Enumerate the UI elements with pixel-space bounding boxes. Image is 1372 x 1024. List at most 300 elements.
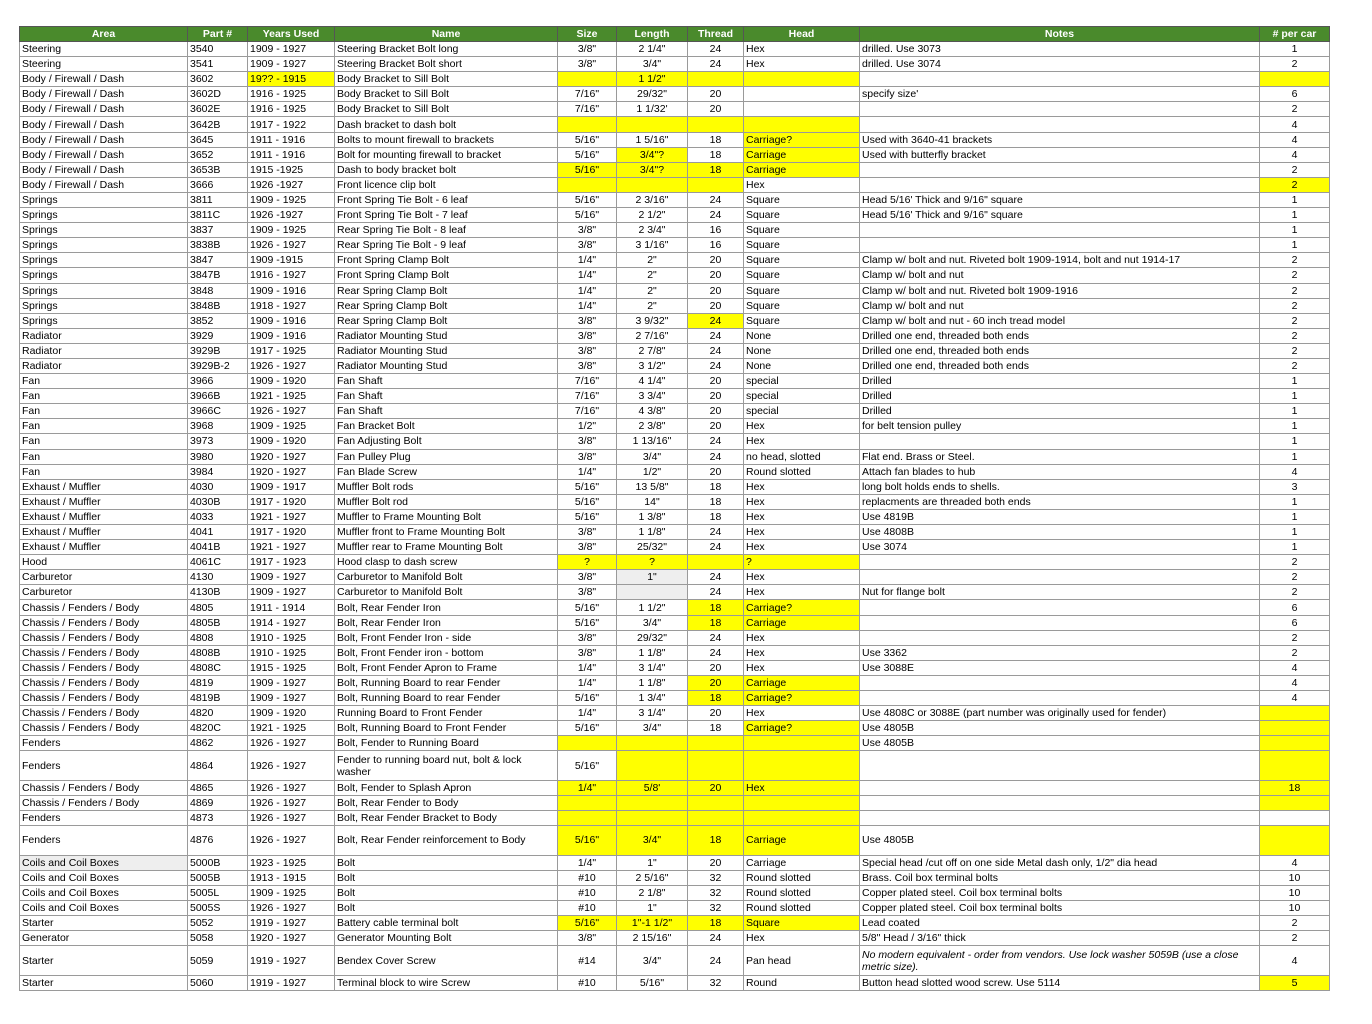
cell-notes[interactable]: Use 4808B — [860, 525, 1260, 540]
cell-per-car[interactable] — [1260, 826, 1330, 856]
cell-head[interactable]: Hex — [744, 540, 860, 555]
cell-name[interactable]: Radiator Mounting Stud — [335, 358, 558, 373]
cell-years-used[interactable]: 1909 - 1927 — [248, 675, 335, 690]
cell-area[interactable]: Fenders — [20, 811, 188, 826]
cell-length[interactable]: 25/32" — [617, 540, 688, 555]
cell-notes[interactable]: Brass. Coil box terminal bolts — [860, 870, 1260, 885]
cell-name[interactable]: Bolt — [335, 870, 558, 885]
cell-part-number[interactable]: 5052 — [188, 916, 248, 931]
cell-per-car[interactable]: 18 — [1260, 780, 1330, 795]
cell-per-car[interactable]: 4 — [1260, 464, 1330, 479]
cell-thread[interactable] — [688, 72, 744, 87]
cell-per-car[interactable]: 1 — [1260, 525, 1330, 540]
cell-notes[interactable] — [860, 555, 1260, 570]
cell-years-used[interactable]: 1926 - 1927 — [248, 358, 335, 373]
col-header-years-used[interactable]: Years Used — [248, 27, 335, 42]
cell-per-car[interactable]: 2 — [1260, 162, 1330, 177]
cell-size[interactable]: 7/16" — [558, 404, 617, 419]
cell-years-used[interactable]: 1909 - 1916 — [248, 313, 335, 328]
cell-notes[interactable]: long bolt holds ends to shells. — [860, 479, 1260, 494]
cell-part-number[interactable]: 4819B — [188, 691, 248, 706]
cell-notes[interactable]: Drilled one end, threaded both ends — [860, 328, 1260, 343]
cell-area[interactable]: Chassis / Fenders / Body — [20, 675, 188, 690]
cell-area[interactable]: Chassis / Fenders / Body — [20, 630, 188, 645]
cell-notes[interactable]: Head 5/16' Thick and 9/16" square — [860, 192, 1260, 207]
cell-years-used[interactable]: 1926 - 1927 — [248, 238, 335, 253]
cell-part-number[interactable]: 5058 — [188, 931, 248, 946]
cell-years-used[interactable]: 1926 - 1927 — [248, 811, 335, 826]
cell-length[interactable]: 2 3/16" — [617, 192, 688, 207]
cell-name[interactable]: Body Bracket to Sill Bolt — [335, 102, 558, 117]
cell-length[interactable]: 2 7/16" — [617, 328, 688, 343]
cell-part-number[interactable]: 3602E — [188, 102, 248, 117]
cell-thread[interactable]: 18 — [688, 826, 744, 856]
cell-years-used[interactable]: 1926 - 1927 — [248, 900, 335, 915]
cell-years-used[interactable]: 1921 - 1925 — [248, 721, 335, 736]
cell-thread[interactable]: 24 — [688, 434, 744, 449]
cell-length[interactable]: 5/8' — [617, 780, 688, 795]
cell-size[interactable]: 5/16" — [558, 826, 617, 856]
cell-name[interactable]: Front Spring Tie Bolt - 6 leaf — [335, 192, 558, 207]
cell-head[interactable]: Hex — [744, 434, 860, 449]
cell-head[interactable]: Hex — [744, 645, 860, 660]
cell-size[interactable] — [558, 72, 617, 87]
cell-part-number[interactable]: 3968 — [188, 419, 248, 434]
cell-length[interactable]: 2 7/8" — [617, 343, 688, 358]
cell-length[interactable]: 29/32" — [617, 87, 688, 102]
cell-area[interactable]: Fenders — [20, 826, 188, 856]
cell-notes[interactable]: specify size' — [860, 87, 1260, 102]
cell-head[interactable]: None — [744, 328, 860, 343]
cell-name[interactable]: Rear Spring Clamp Bolt — [335, 313, 558, 328]
cell-part-number[interactable]: 4869 — [188, 796, 248, 811]
cell-notes[interactable]: Special head /cut off on one side Metal dash only, 1/2" dia head — [860, 855, 1260, 870]
cell-head[interactable] — [744, 117, 860, 132]
cell-years-used[interactable]: 1909 - 1916 — [248, 283, 335, 298]
cell-head[interactable]: Carriage — [744, 147, 860, 162]
cell-per-car[interactable]: 3 — [1260, 479, 1330, 494]
cell-per-car[interactable]: 10 — [1260, 900, 1330, 915]
cell-area[interactable]: Generator — [20, 931, 188, 946]
cell-size[interactable]: #10 — [558, 885, 617, 900]
cell-size[interactable]: 1/4" — [558, 268, 617, 283]
cell-part-number[interactable]: 3973 — [188, 434, 248, 449]
cell-notes[interactable] — [860, 615, 1260, 630]
col-header-length[interactable]: Length — [617, 27, 688, 42]
cell-thread[interactable] — [688, 811, 744, 826]
cell-per-car[interactable]: 4 — [1260, 660, 1330, 675]
cell-notes[interactable]: Use 4805B — [860, 826, 1260, 856]
cell-size[interactable]: #14 — [558, 946, 617, 976]
cell-name[interactable]: Front licence clip bolt — [335, 177, 558, 192]
cell-size[interactable]: 5/16" — [558, 494, 617, 509]
cell-name[interactable]: Fan Shaft — [335, 404, 558, 419]
cell-length[interactable]: 4 3/8" — [617, 404, 688, 419]
cell-length[interactable]: 1 1/8" — [617, 525, 688, 540]
cell-thread[interactable]: 20 — [688, 706, 744, 721]
cell-thread[interactable]: 18 — [688, 691, 744, 706]
cell-part-number[interactable]: 4041 — [188, 525, 248, 540]
cell-size[interactable]: 3/8" — [558, 358, 617, 373]
cell-thread[interactable]: 24 — [688, 57, 744, 72]
cell-area[interactable]: Steering — [20, 57, 188, 72]
cell-length[interactable]: 2 5/16" — [617, 870, 688, 885]
cell-head[interactable]: Pan head — [744, 946, 860, 976]
cell-head[interactable]: Carriage — [744, 855, 860, 870]
cell-length[interactable]: 2" — [617, 298, 688, 313]
cell-size[interactable]: 3/8" — [558, 313, 617, 328]
cell-part-number[interactable]: 3653B — [188, 162, 248, 177]
cell-years-used[interactable]: 1926 -1927 — [248, 208, 335, 223]
cell-per-car[interactable]: 2 — [1260, 555, 1330, 570]
cell-name[interactable]: Body Bracket to Sill Bolt — [335, 72, 558, 87]
cell-years-used[interactable]: 1919 - 1927 — [248, 975, 335, 990]
cell-name[interactable]: Muffler to Frame Mounting Bolt — [335, 509, 558, 524]
cell-area[interactable]: Springs — [20, 283, 188, 298]
cell-name[interactable]: Bolt, Front Fender iron - bottom — [335, 645, 558, 660]
cell-thread[interactable]: 18 — [688, 600, 744, 615]
cell-head[interactable]: Hex — [744, 780, 860, 795]
cell-years-used[interactable]: 1917 - 1920 — [248, 494, 335, 509]
cell-name[interactable]: Bolt, Rear Fender to Body — [335, 796, 558, 811]
cell-area[interactable]: Exhaust / Muffler — [20, 479, 188, 494]
cell-thread[interactable]: 24 — [688, 570, 744, 585]
cell-years-used[interactable]: 1909 - 1927 — [248, 57, 335, 72]
cell-thread[interactable]: 24 — [688, 931, 744, 946]
cell-length[interactable]: 3/4" — [617, 615, 688, 630]
cell-length[interactable]: ? — [617, 555, 688, 570]
cell-length[interactable]: 5/16" — [617, 975, 688, 990]
cell-area[interactable]: Exhaust / Muffler — [20, 525, 188, 540]
cell-years-used[interactable]: 1911 - 1916 — [248, 132, 335, 147]
cell-per-car[interactable]: 1 — [1260, 192, 1330, 207]
cell-notes[interactable]: Flat end. Brass or Steel. — [860, 449, 1260, 464]
cell-length[interactable] — [617, 736, 688, 751]
cell-name[interactable]: Rear Spring Tie Bolt - 9 leaf — [335, 238, 558, 253]
cell-part-number[interactable]: 4808C — [188, 660, 248, 675]
cell-name[interactable]: Front Spring Clamp Bolt — [335, 268, 558, 283]
cell-per-car[interactable]: 1 — [1260, 509, 1330, 524]
cell-part-number[interactable]: 3847B — [188, 268, 248, 283]
cell-name[interactable]: Generator Mounting Bolt — [335, 931, 558, 946]
cell-per-car[interactable]: 2 — [1260, 630, 1330, 645]
cell-part-number[interactable]: 3929B — [188, 343, 248, 358]
cell-length[interactable]: 2 1/2" — [617, 208, 688, 223]
cell-area[interactable]: Body / Firewall / Dash — [20, 87, 188, 102]
cell-length[interactable]: 1 1/8" — [617, 645, 688, 660]
cell-years-used[interactable]: 1909 - 1920 — [248, 374, 335, 389]
cell-years-used[interactable]: 1916 - 1925 — [248, 87, 335, 102]
cell-head[interactable]: Square — [744, 298, 860, 313]
cell-notes[interactable] — [860, 177, 1260, 192]
cell-part-number[interactable]: 3645 — [188, 132, 248, 147]
cell-name[interactable]: Bolt, Running Board to rear Fender — [335, 675, 558, 690]
cell-length[interactable]: 1 1/8" — [617, 675, 688, 690]
cell-per-car[interactable]: 2 — [1260, 57, 1330, 72]
cell-part-number[interactable]: 4808 — [188, 630, 248, 645]
cell-years-used[interactable]: 1909 - 1920 — [248, 706, 335, 721]
cell-name[interactable]: Rear Spring Clamp Bolt — [335, 283, 558, 298]
cell-length[interactable]: 2" — [617, 268, 688, 283]
cell-per-car[interactable]: 10 — [1260, 885, 1330, 900]
cell-length[interactable]: 1"-1 1/2" — [617, 916, 688, 931]
cell-head[interactable]: Square — [744, 916, 860, 931]
cell-part-number[interactable]: 4033 — [188, 509, 248, 524]
cell-area[interactable]: Springs — [20, 223, 188, 238]
cell-length[interactable]: 3/4" — [617, 721, 688, 736]
cell-area[interactable]: Coils and Coil Boxes — [20, 870, 188, 885]
cell-name[interactable]: Bolts to mount firewall to brackets — [335, 132, 558, 147]
cell-area[interactable]: Body / Firewall / Dash — [20, 177, 188, 192]
cell-notes[interactable] — [860, 600, 1260, 615]
cell-name[interactable]: Fan Pulley Plug — [335, 449, 558, 464]
cell-length[interactable]: 1 13/16" — [617, 434, 688, 449]
cell-length[interactable]: 1/2" — [617, 464, 688, 479]
cell-thread[interactable]: 18 — [688, 509, 744, 524]
cell-thread[interactable]: 32 — [688, 975, 744, 990]
cell-head[interactable]: Hex — [744, 419, 860, 434]
cell-thread[interactable]: 24 — [688, 449, 744, 464]
cell-per-car[interactable] — [1260, 706, 1330, 721]
cell-size[interactable]: 1/4" — [558, 780, 617, 795]
cell-years-used[interactable]: 1909 - 1925 — [248, 192, 335, 207]
cell-size[interactable]: 5/16" — [558, 192, 617, 207]
cell-head[interactable] — [744, 796, 860, 811]
cell-length[interactable] — [617, 796, 688, 811]
cell-part-number[interactable]: 4873 — [188, 811, 248, 826]
cell-area[interactable]: Chassis / Fenders / Body — [20, 691, 188, 706]
cell-thread[interactable] — [688, 177, 744, 192]
cell-notes[interactable] — [860, 570, 1260, 585]
cell-years-used[interactable]: 1915 -1925 — [248, 162, 335, 177]
cell-notes[interactable]: Button head slotted wood screw. Use 5114 — [860, 975, 1260, 990]
cell-part-number[interactable]: 3541 — [188, 57, 248, 72]
cell-notes[interactable]: Use 3362 — [860, 645, 1260, 660]
cell-per-car[interactable] — [1260, 721, 1330, 736]
cell-notes[interactable]: Drilled — [860, 404, 1260, 419]
cell-notes[interactable]: Use 4808C or 3088E (part number was originally used for fender) — [860, 706, 1260, 721]
cell-name[interactable]: Hood clasp to dash screw — [335, 555, 558, 570]
cell-head[interactable] — [744, 736, 860, 751]
cell-name[interactable]: Dash bracket to dash bolt — [335, 117, 558, 132]
cell-name[interactable]: Terminal block to wire Screw — [335, 975, 558, 990]
cell-size[interactable]: #10 — [558, 975, 617, 990]
cell-years-used[interactable]: 1909 - 1925 — [248, 419, 335, 434]
cell-part-number[interactable]: 5059 — [188, 946, 248, 976]
cell-thread[interactable]: 20 — [688, 374, 744, 389]
cell-years-used[interactable]: 1915 - 1925 — [248, 660, 335, 675]
cell-years-used[interactable]: 1919 - 1927 — [248, 946, 335, 976]
cell-head[interactable]: None — [744, 343, 860, 358]
cell-thread[interactable] — [688, 117, 744, 132]
cell-area[interactable]: Starter — [20, 975, 188, 990]
cell-area[interactable]: Chassis / Fenders / Body — [20, 645, 188, 660]
cell-thread[interactable]: 20 — [688, 404, 744, 419]
cell-length[interactable]: 1" — [617, 900, 688, 915]
cell-length[interactable]: 1" — [617, 570, 688, 585]
cell-notes[interactable]: Use 4805B — [860, 736, 1260, 751]
cell-size[interactable]: 5/16" — [558, 916, 617, 931]
cell-thread[interactable] — [688, 796, 744, 811]
cell-notes[interactable]: Copper plated steel. Coil box terminal bolts — [860, 900, 1260, 915]
cell-length[interactable]: 1" — [617, 855, 688, 870]
cell-size[interactable]: 3/8" — [558, 57, 617, 72]
cell-years-used[interactable]: 1926 - 1927 — [248, 780, 335, 795]
cell-per-car[interactable] — [1260, 736, 1330, 751]
cell-thread[interactable]: 24 — [688, 525, 744, 540]
cell-name[interactable]: Radiator Mounting Stud — [335, 328, 558, 343]
cell-length[interactable]: 2 1/8" — [617, 885, 688, 900]
cell-part-number[interactable]: 5000B — [188, 855, 248, 870]
cell-thread[interactable]: 20 — [688, 102, 744, 117]
cell-per-car[interactable]: 1 — [1260, 208, 1330, 223]
cell-per-car[interactable] — [1260, 72, 1330, 87]
cell-notes[interactable] — [860, 691, 1260, 706]
cell-head[interactable]: Carriage? — [744, 721, 860, 736]
cell-length[interactable]: 3/4" — [617, 449, 688, 464]
cell-notes[interactable] — [860, 223, 1260, 238]
cell-size[interactable]: 3/8" — [558, 570, 617, 585]
cell-thread[interactable]: 20 — [688, 675, 744, 690]
cell-per-car[interactable]: 1 — [1260, 419, 1330, 434]
cell-per-car[interactable]: 1 — [1260, 389, 1330, 404]
cell-length[interactable] — [617, 811, 688, 826]
cell-years-used[interactable]: 1926 - 1927 — [248, 796, 335, 811]
cell-name[interactable]: Muffler Bolt rods — [335, 479, 558, 494]
cell-thread[interactable]: 20 — [688, 283, 744, 298]
cell-size[interactable]: 5/16" — [558, 162, 617, 177]
cell-per-car[interactable]: 4 — [1260, 946, 1330, 976]
cell-area[interactable]: Fan — [20, 374, 188, 389]
cell-size[interactable]: 7/16" — [558, 87, 617, 102]
cell-length[interactable]: 29/32" — [617, 630, 688, 645]
cell-years-used[interactable]: 1926 - 1927 — [248, 826, 335, 856]
cell-thread[interactable]: 24 — [688, 343, 744, 358]
cell-head[interactable]: ? — [744, 555, 860, 570]
cell-head[interactable]: Hex — [744, 706, 860, 721]
cell-area[interactable]: Fan — [20, 449, 188, 464]
cell-years-used[interactable]: 1911 - 1916 — [248, 147, 335, 162]
cell-length[interactable]: 1 1/32' — [617, 102, 688, 117]
cell-area[interactable]: Body / Firewall / Dash — [20, 72, 188, 87]
cell-length[interactable] — [617, 751, 688, 781]
cell-head[interactable]: Square — [744, 223, 860, 238]
cell-years-used[interactable]: 1921 - 1927 — [248, 540, 335, 555]
cell-size[interactable]: 1/4" — [558, 253, 617, 268]
cell-name[interactable]: Bolt, Fender to Running Board — [335, 736, 558, 751]
cell-per-car[interactable]: 2 — [1260, 931, 1330, 946]
cell-part-number[interactable]: 3966C — [188, 404, 248, 419]
cell-per-car[interactable]: 4 — [1260, 117, 1330, 132]
cell-years-used[interactable]: 1909 -1915 — [248, 253, 335, 268]
cell-area[interactable]: Starter — [20, 946, 188, 976]
cell-name[interactable]: Fan Shaft — [335, 389, 558, 404]
cell-area[interactable]: Starter — [20, 916, 188, 931]
cell-area[interactable]: Chassis / Fenders / Body — [20, 796, 188, 811]
cell-thread[interactable]: 24 — [688, 585, 744, 600]
cell-length[interactable]: 3/4"? — [617, 147, 688, 162]
cell-part-number[interactable]: 3838B — [188, 238, 248, 253]
cell-years-used[interactable]: 1913 - 1915 — [248, 870, 335, 885]
cell-size[interactable]: 1/4" — [558, 464, 617, 479]
cell-size[interactable]: 1/4" — [558, 660, 617, 675]
cell-area[interactable]: Springs — [20, 253, 188, 268]
cell-years-used[interactable]: 1914 - 1927 — [248, 615, 335, 630]
cell-area[interactable]: Fan — [20, 404, 188, 419]
cell-notes[interactable] — [860, 811, 1260, 826]
cell-length[interactable]: 3/4" — [617, 826, 688, 856]
cell-area[interactable]: Springs — [20, 313, 188, 328]
cell-per-car[interactable] — [1260, 751, 1330, 781]
cell-notes[interactable] — [860, 780, 1260, 795]
cell-part-number[interactable]: 4876 — [188, 826, 248, 856]
cell-notes[interactable] — [860, 796, 1260, 811]
cell-years-used[interactable]: 1917 - 1923 — [248, 555, 335, 570]
cell-area[interactable]: Carburetor — [20, 585, 188, 600]
cell-thread[interactable]: 24 — [688, 358, 744, 373]
cell-per-car[interactable] — [1260, 796, 1330, 811]
cell-part-number[interactable]: 4061C — [188, 555, 248, 570]
cell-size[interactable] — [558, 796, 617, 811]
cell-per-car[interactable]: 1 — [1260, 540, 1330, 555]
cell-size[interactable]: 3/8" — [558, 449, 617, 464]
cell-years-used[interactable]: 1926 - 1927 — [248, 404, 335, 419]
cell-head[interactable] — [744, 811, 860, 826]
cell-head[interactable] — [744, 87, 860, 102]
cell-area[interactable]: Body / Firewall / Dash — [20, 162, 188, 177]
cell-size[interactable]: #10 — [558, 900, 617, 915]
cell-per-car[interactable]: 2 — [1260, 253, 1330, 268]
cell-name[interactable]: Front Spring Clamp Bolt — [335, 253, 558, 268]
cell-length[interactable]: 1 1/2" — [617, 72, 688, 87]
cell-thread[interactable]: 18 — [688, 479, 744, 494]
cell-per-car[interactable]: 2 — [1260, 343, 1330, 358]
cell-years-used[interactable]: 1909 - 1927 — [248, 570, 335, 585]
cell-area[interactable]: Radiator — [20, 343, 188, 358]
cell-part-number[interactable]: 3602D — [188, 87, 248, 102]
cell-notes[interactable]: Use 3088E — [860, 660, 1260, 675]
cell-part-number[interactable]: 4865 — [188, 780, 248, 795]
cell-part-number[interactable]: 5060 — [188, 975, 248, 990]
cell-length[interactable]: 3/4" — [617, 57, 688, 72]
cell-per-car[interactable]: 2 — [1260, 283, 1330, 298]
cell-thread[interactable]: 24 — [688, 313, 744, 328]
cell-head[interactable]: Carriage — [744, 615, 860, 630]
cell-name[interactable]: Steering Bracket Bolt long — [335, 42, 558, 57]
cell-notes[interactable]: for belt tension pulley — [860, 419, 1260, 434]
cell-size[interactable]: 3/8" — [558, 630, 617, 645]
cell-length[interactable]: 3 9/32" — [617, 313, 688, 328]
cell-area[interactable]: Springs — [20, 208, 188, 223]
cell-thread[interactable]: 18 — [688, 162, 744, 177]
cell-head[interactable]: special — [744, 404, 860, 419]
cell-thread[interactable] — [688, 736, 744, 751]
cell-head[interactable]: Carriage — [744, 826, 860, 856]
cell-part-number[interactable]: 3847 — [188, 253, 248, 268]
cell-notes[interactable] — [860, 72, 1260, 87]
cell-area[interactable]: Body / Firewall / Dash — [20, 102, 188, 117]
cell-part-number[interactable]: 5005L — [188, 885, 248, 900]
cell-length[interactable]: 3/4"? — [617, 162, 688, 177]
cell-notes[interactable]: Clamp w/ bolt and nut. Riveted bolt 1909-1914, bolt and nut 1914-17 — [860, 253, 1260, 268]
cell-area[interactable]: Springs — [20, 238, 188, 253]
cell-thread[interactable]: 18 — [688, 494, 744, 509]
cell-area[interactable]: Chassis / Fenders / Body — [20, 706, 188, 721]
cell-size[interactable]: 5/16" — [558, 751, 617, 781]
cell-years-used[interactable]: 1909 - 1925 — [248, 223, 335, 238]
cell-thread[interactable]: 24 — [688, 630, 744, 645]
cell-per-car[interactable]: 1 — [1260, 404, 1330, 419]
